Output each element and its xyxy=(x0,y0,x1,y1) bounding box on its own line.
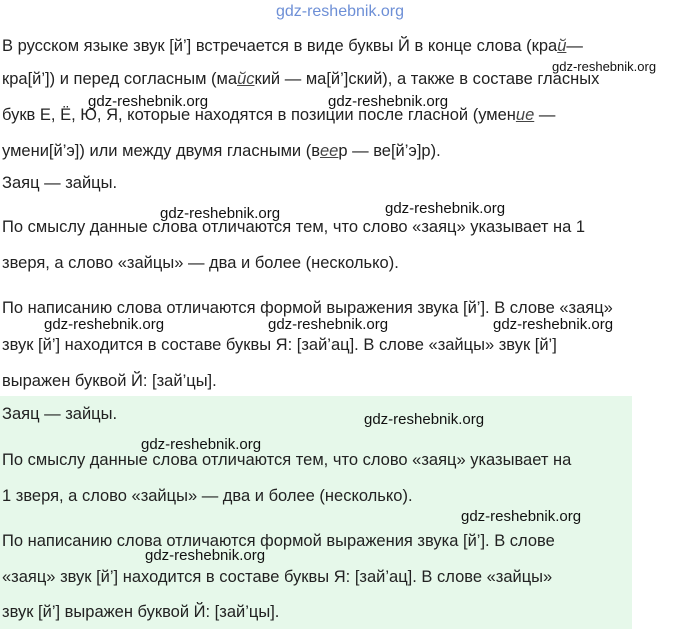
answer-box-spelling-line-3: звук [й’] выражен буквой Й: [зай’цы]. xyxy=(2,603,280,621)
explanation-line-1: В русском языке звук [й’] встречается в виде буквы Й в конце слова (край— xyxy=(2,37,583,55)
accent-letters: ее xyxy=(320,142,339,160)
watermark: gdz-reshebnik.org xyxy=(328,93,449,110)
watermark: gdz-reshebnik.org xyxy=(493,316,614,333)
meaning-line-2: зверя, а слово «зайцы» — два и более (несколько). xyxy=(2,254,399,272)
answer-words: Заяц — зайцы. xyxy=(2,174,118,192)
answer-box-spelling-line-1: По написанию слова отличаются формой выражения звука [й’]. В слове xyxy=(2,532,555,550)
watermark: gdz-reshebnik.org xyxy=(44,316,165,333)
answer-box-meaning-line-2: 1 зверя, а слово «зайцы» — два и более (несколько). xyxy=(2,487,413,505)
watermark: gdz-reshebnik.org xyxy=(461,508,582,525)
explanation-line-2: кра[й’]) и перед согласным (майский — ма[й’]ский), а также в составе гласных xyxy=(2,70,600,88)
accent-letters: йс xyxy=(237,70,255,88)
meaning-line-1: По смыслу данные слова отличаются тем, что слово «заяц» указывает на 1 xyxy=(2,218,586,236)
watermark: gdz-reshebnik.org xyxy=(385,200,506,217)
watermark: gdz-reshebnik.org xyxy=(364,411,485,428)
spelling-line-2: звук [й’] находится в составе буквы Я: [зай’ац]. В слове «зайцы» звук [й’] xyxy=(2,336,557,354)
explanation-line-3: букв Е, Ё, Ю, Я, которые находятся в позиции после гласной (умение — xyxy=(2,106,556,124)
accent-letters: ие xyxy=(515,106,535,124)
watermark: gdz-reshebnik.org xyxy=(88,93,209,110)
answer-box-spelling-line-2: «заяц» звук [й’] находится в составе буквы Я: [зай’ац]. В слове «зайцы» xyxy=(2,568,553,586)
watermark: gdz-reshebnik.org xyxy=(552,59,657,74)
spelling-line-3: выражен буквой Й: [зай’цы]. xyxy=(2,372,217,390)
answer-box-words: Заяц — зайцы. xyxy=(2,405,118,423)
spelling-line-1: По написанию слова отличаются формой выражения звука [й’]. В слове «заяц» xyxy=(2,299,613,317)
explanation-line-4: умени[й’э]) или между двумя гласными (веер — ве[й’э]р). xyxy=(2,142,441,160)
watermark: gdz-reshebnik.org xyxy=(145,547,266,564)
accent-letter: й xyxy=(557,37,567,55)
site-header-watermark: gdz-reshebnik.org xyxy=(275,3,405,20)
answer-box-meaning-line-1: По смыслу данные слова отличаются тем, что слово «заяц» указывает на xyxy=(2,451,572,469)
watermark: gdz-reshebnik.org xyxy=(141,436,262,453)
watermark: gdz-reshebnik.org xyxy=(268,316,389,333)
watermark: gdz-reshebnik.org xyxy=(160,205,281,222)
